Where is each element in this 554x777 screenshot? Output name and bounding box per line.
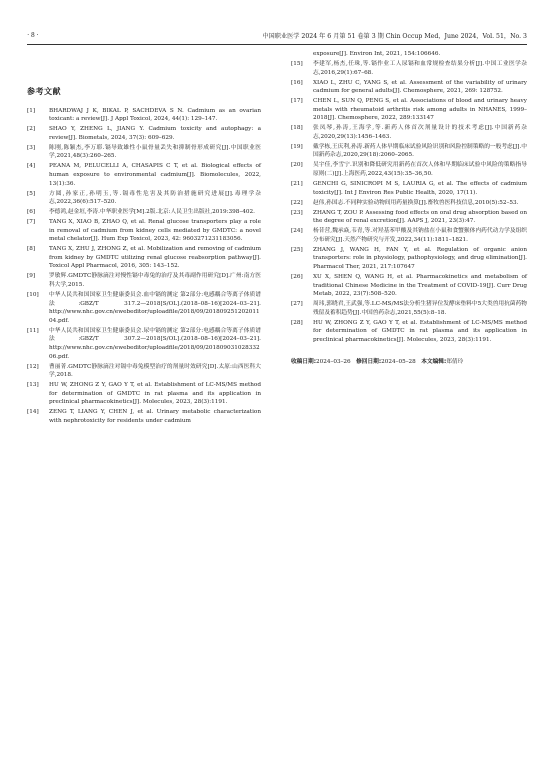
reference-list-right <box>291 60 527 344</box>
reference-item <box>291 161 527 178</box>
reference-item <box>27 144 261 161</box>
reference-item <box>291 300 527 317</box>
reference-text: 周玮,郭晓君,王武强,等.LC-MS/MS法分析生猪异位发酵床垫料中5大类兽用抗菌药物残留及蓄积趋势[J].中国兽药杂志,2021,55(5):8–18. <box>313 301 527 316</box>
reference-text: ZENG T, LIANG Y, CHEN J, et al. Urinary metabolic characterization with nephrotoxicity for residents under cadmium <box>49 409 261 424</box>
reference-text: PEANA M, PELUCELLI A, CHASAPIS C T, et al. Biological effects of human exposure to environmental cadmium[J]. Biomolecules, 2022, 13(1):36. <box>49 163 261 187</box>
reference-item <box>27 208 261 217</box>
reference-text: 吴宇佳,李雪宁.识别和降低研究用新药在首次人体和早期临床试验中风险的策略指导原则(二)[J].上海医药,2022,43(15):35–36,50. <box>313 162 527 178</box>
reference-number: [7] <box>27 219 36 226</box>
reference-number: [1] <box>27 107 36 114</box>
reference-text: CHEN L, SUN Q, PENG S, et al. Associations of blood and urinary heavy metals with rheumatoid arthritis risk among adults in NHANES, 1999–2018[J]. Chemosphere, 2022, 289:133147 <box>313 98 527 122</box>
reference-number: [13] <box>27 382 39 389</box>
reference-item <box>27 107 261 124</box>
reference-number: [24] <box>291 228 303 235</box>
running-header <box>27 28 527 42</box>
reference-item <box>27 291 261 325</box>
reference-text: 罗敏辉.GMDTC静脉滴注对慢性镉中毒兔的治疗及其毒副作用研究[D].广州:南方医科大学,2015. <box>49 273 261 288</box>
reference-item <box>291 273 527 299</box>
reference-number: [12] <box>27 363 39 370</box>
reference-number: [15] <box>291 60 303 67</box>
reference-item <box>27 408 261 425</box>
reference-number: [17] <box>291 98 303 105</box>
reference-text: SHAO Y, ZHENG L, JIANG Y. Cadmium toxicity and autophagy: a review[J]. Biometals, 2024, 37(3): 609–629. <box>49 126 261 141</box>
reference-number: [19] <box>291 143 303 150</box>
reference-number: [2] <box>27 126 36 133</box>
reference-item <box>27 125 261 142</box>
article-dates <box>291 358 527 367</box>
reference-item <box>291 227 527 244</box>
reference-number: [20] <box>291 162 303 169</box>
page-number: · 8 · <box>27 31 39 39</box>
reference-text: 赵伟,孙国志.不同种实验动物间用药量换算[J].畜牧兽医科技信息,2010(5):52–53. <box>313 199 519 206</box>
reference-text: BHARDWAJ J K, BIKAL P, SACHDEVA S N. Cadmium as an ovarian toxicant: a review[J]. J Appl Toxicol, 2024, 44(1): 129–147. <box>49 107 261 123</box>
reference-item <box>27 327 261 361</box>
reference-number: [9] <box>27 273 36 280</box>
reference-number: [28] <box>291 319 303 326</box>
reference-item <box>291 180 527 197</box>
reference-number: [10] <box>27 291 39 298</box>
reference-continuation: exposure[J]. Environ Int, 2021, 154:106646. <box>313 51 441 57</box>
reference-text: ZHANG J, WANG H, FAN Y, et al. Regulation of organic anion transporters: role in physiology, pathophysiology, and drug elimination[J]. Pharmacol Ther, 2021, 217:107647 <box>313 246 527 270</box>
reference-item <box>27 245 261 271</box>
reference-number: [21] <box>291 181 303 188</box>
revised-label: 修回日期: <box>356 359 382 366</box>
revised-date: 2024–05–28 <box>381 359 416 366</box>
reference-number: [25] <box>291 246 303 253</box>
reference-number: [4] <box>27 163 36 170</box>
reference-number: [23] <box>291 209 303 216</box>
reference-item <box>27 190 261 207</box>
received-date: 2024–03–26 <box>316 359 351 366</box>
reference-text: ZHANG T, ZOU P. Assessing food effects on oral drug absorption based on the degree of renal excretion[J]. AAPS J, 2021, 23(3):47. <box>313 209 527 225</box>
reference-text: 方圆,孙家正,孙明玉,等.镉毒性危害及其防治措施研究进展[J].毒理学杂志,2022,36(6):517–520. <box>49 190 261 206</box>
reference-text: 中华人民共和国国家卫生健康委员会.尿中镉的测定 第2部分:电感耦合等离子体质谱法:GBZ/T 307.2—2018[S/OL].(2018–08–16)[2024–03–21]. http://www.nhc.gov.cn/ewebeditor/uploadfile/2018/09/20180903102833206.pdf. <box>49 327 261 360</box>
reference-text: 曹丽菁.GMDTC静脉滴注对镉中毒兔模型治疗的剂量时效研究[D].太原:山西医科大学,2018. <box>49 363 261 379</box>
reference-item <box>27 218 261 244</box>
reference-item <box>291 79 527 96</box>
reference-text: GENCHI G, SINICROPI M S, LAURIA G, et al. The effects of cadmium toxicity[J]. Int J Environ Res Public Health, 2020, 17(11). <box>313 181 527 196</box>
received-label: 收稿日期: <box>291 359 317 366</box>
reference-list-left <box>27 107 261 426</box>
reference-number: [26] <box>291 273 303 280</box>
right-column <box>291 50 527 367</box>
reference-item <box>291 124 527 141</box>
reference-text: 李建军,杨杰,任珠,等.镉作业工人尿镉和血常规检查结果分析[J].中国工业医学杂志,2016,29(1):67–68. <box>313 60 527 76</box>
reference-item <box>291 319 527 345</box>
reference-item <box>291 246 527 272</box>
reference-text: XU X, SHEN Q, WANG H, et al. Pharmacokinetics and metabolism of traditional Chinese Medicine in the Treatment of COVID-19[J]. Curr Drug Metab, 2022, 23(7):508–520. <box>313 273 527 298</box>
journal-info: 中国职业医学 2024 年 6 月第 51 卷第 3 期 Chin Occup Med，June 2024，Vol. 51，No. 3 <box>262 32 527 40</box>
reference-item <box>27 162 261 188</box>
reference-item <box>291 209 527 226</box>
reference-number: [5] <box>27 190 36 197</box>
references-heading: 参考文献 <box>27 87 61 96</box>
reference-item <box>27 363 261 380</box>
reference-text: 戴学栋,王庆利,孙涛.新药人体早期临床试验风险识别和风险控制策略的一般考虑[J].中国新药杂志,2020,29(18):2060–2065. <box>313 143 527 159</box>
header-rule <box>27 44 527 45</box>
editor-label: 本文编辑: <box>421 359 447 366</box>
reference-item <box>291 199 527 208</box>
reference-number: [6] <box>27 209 36 216</box>
reference-item <box>291 97 527 123</box>
reference-text: 杨昔营,魏承焱,韦青,等.对羟基苯甲酸及其钠盐在小鼠和食蟹猴体内药代动力学及组织分布研究[J].天然产物研究与开发,2022,34(11):1811–1821. <box>313 228 527 243</box>
reference-number: [18] <box>291 125 303 132</box>
reference-text: HU W, ZHONG Z Y, GAO Y T, et al. Establishment of LC-MS/MS method for determination of GMDTC in rat plasma and its application in preclinical pharmacokinetics[J]. Molecules, 2023, 28(3):1191. <box>49 382 261 406</box>
reference-number: [27] <box>291 301 303 308</box>
editor-name: 郑倩玲 <box>446 359 464 366</box>
reference-text: TANG X, ZHU J, ZHONG Z, et al. Mobilization and removing of cadmium from kidney by GMDTC utilizing renal glucose reabsorption pathway[J]. Toxicol Appl Pharmacol, 2016, 305: 143–152. <box>49 246 261 270</box>
reference-item <box>27 272 261 289</box>
reference-item <box>27 381 261 407</box>
reference-text: 李德鸿,赵金垣,李涛.中华职业医学[M].2版.北京:人民卫生出版社,2019:398–402. <box>49 209 255 216</box>
left-column <box>27 50 261 427</box>
reference-text: XIAO L, ZHU C, YANG S, et al. Assessment of the variability of urinary cadmium for general adults[J]. Chemosphere, 2021, 269: 128752. <box>313 79 527 95</box>
reference-number: [8] <box>27 246 36 253</box>
reference-text: 张凤琴,孙涛,王海学,等.新药人体首次剂量设计的技术考虑[J].中国新药杂志,2020,29(13):1456–1463. <box>313 125 527 140</box>
reference-text: HU W, ZHONG Z Y, GAO Y T, et al. Establishment of LC-MS/MS method for determination of GMDTC in rat plasma and its application in preclinical pharmacokinetics[J]. Molecules, 2023, 28(3):1191. <box>313 319 527 343</box>
reference-number: [3] <box>27 144 36 151</box>
reference-number: [11] <box>27 327 39 334</box>
reference-item <box>291 143 527 160</box>
reference-number: [14] <box>27 409 39 416</box>
reference-number: [22] <box>291 199 303 206</box>
reference-number: [16] <box>291 79 303 86</box>
reference-text: 中华人民共和国国家卫生健康委员会.血中镉的测定 第2部分:电感耦合等离子体质谱法:GBZ/T 317.2—2018[S/OL].(2018–08–16)[2024–03–21]. http://www.nhc.gov.cn/ewebeditor/uploadfile/2018/09/20180925120201104.pdf. <box>49 291 261 324</box>
reference-text: TANG X, XIAO B, ZHAO Q, et al. Renal glucose transporters play a role in removal of cadmium from kidney cells mediated by GMDTC: a novel metal chelator[J]. Hum Exp Toxicol, 2023, 42: 9603271231183056. <box>49 219 261 243</box>
reference-item <box>291 60 527 77</box>
reference-text: 陈刚,陈颖杰,李万耶.镉导致雄性小鼠骨量丢失和抑制骨形成研究[J].中国职业医学,2021,48(3):260–265. <box>49 144 261 160</box>
